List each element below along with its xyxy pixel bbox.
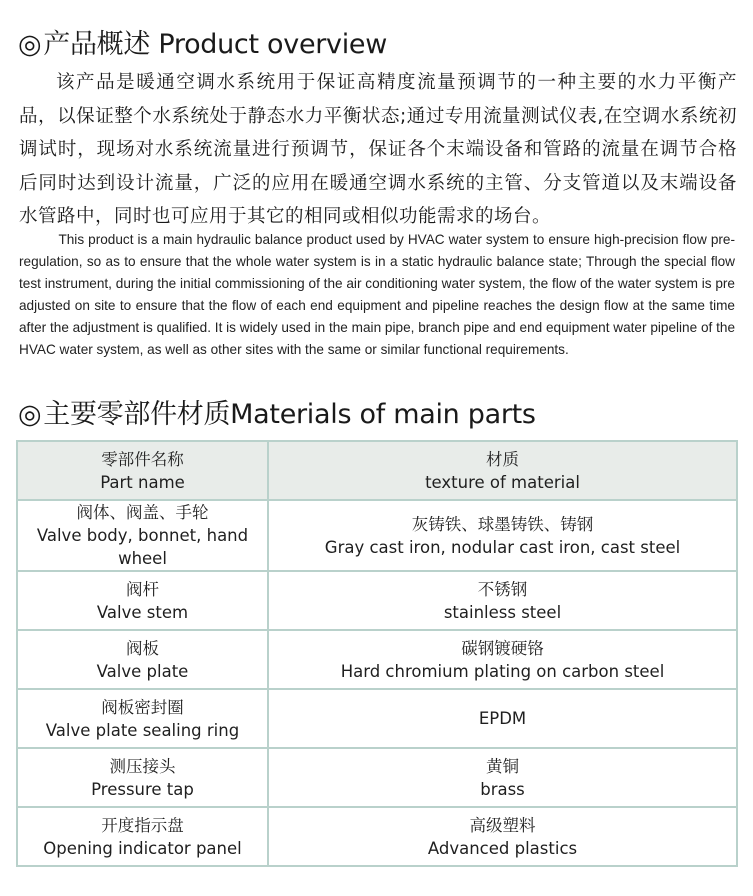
material-en: brass [480, 779, 525, 799]
part-en: Opening indicator panel [43, 838, 242, 858]
material-en: Hard chromium plating on carbon steel [340, 661, 665, 681]
material-cn: 灰铸铁、球墨铸铁、铸钢 [411, 514, 594, 534]
part-cn: 阀板密封圈 [101, 697, 184, 717]
material-en: EPDM [478, 709, 527, 728]
part-en: Pressure tap [91, 779, 194, 799]
table-row [17, 630, 737, 689]
overview-title-text: 产品概述 Product overview [43, 29, 388, 60]
header-part-en: Part name [100, 472, 185, 492]
part-cell [17, 630, 268, 689]
table-row [17, 689, 737, 748]
materials-table [16, 440, 738, 867]
part-en: Valve plate [96, 661, 189, 681]
material-cell [268, 748, 737, 807]
part-cn: 阀体、阀盖、手轮 [76, 503, 209, 522]
material-en: Gray cast iron, nodular cast iron, cast steel [324, 537, 681, 557]
table-row [17, 500, 737, 571]
part-cell [17, 807, 268, 866]
part-cn: 开度指示盘 [101, 815, 184, 835]
overview-chinese-paragraph: 该产品是暖通空调水系统用于保证高精度流量预调节的一种主要的水力平衡产品，以保证整个水系统处于静态水力平衡状态;通过专用流量测试仪表,在空调水系统初调试时，现场对水系统流量进行预调节，保证各个末端设备和管路的流量在调节合格后同时达到设计流量，广泛的应用在暖通空调水系统的主管、分支管道以及末端设备水管路中，同时也可应用于其它的相同或相似功能需求的场台。 [19, 72, 737, 227]
header-material-en: texture of material [425, 472, 580, 492]
table-header-row [17, 441, 737, 500]
header-material [268, 441, 737, 500]
material-cn: 高级塑料 [469, 815, 536, 835]
part-cell [17, 748, 268, 807]
part-cell [17, 571, 268, 630]
circle-mark-icon: ◎ [18, 29, 42, 60]
header-part-name [17, 441, 268, 500]
part-en: Valve stem [96, 602, 189, 622]
material-cn: 碳钢镀硬铬 [461, 638, 544, 658]
part-cell [17, 689, 268, 748]
material-cn: 黄铜 [486, 756, 519, 776]
overview-title [18, 22, 387, 61]
part-en: Valve plate sealing ring [45, 720, 240, 740]
overview-english-paragraph: This product is a main hydraulic balance product used by HVAC water system to ensure high-precision flow pre-regulation, so as to ensure that the whole water system is in a static hydraulic balance state; Through the special flow test instrument, during the initial commissioning of the air conditioning water system, the flow of the water system is pre adjusted on site to ensure that the flow of each end equipment and pipeline reaches the design flow at the same time after the adjustment is qualified. It is widely used in the main pipe, branch pipe and end equipment water pipeline of the HVAC water system, as well as other sites with the same or similar functional requirements. [19, 232, 735, 357]
table-row [17, 748, 737, 807]
material-cell [268, 689, 737, 748]
circle-mark-icon: ◎ [18, 399, 42, 430]
material-en: Advanced plastics [427, 838, 578, 858]
part-cn: 阀板 [126, 638, 159, 658]
material-en: stainless steel [443, 602, 562, 622]
material-cell [268, 500, 737, 571]
materials-title [18, 392, 536, 431]
material-cell [268, 630, 737, 689]
table-row [17, 571, 737, 630]
part-cn: 测压接头 [109, 756, 176, 776]
materials-title-text: 主要零部件材质Materials of main parts [43, 399, 536, 430]
material-cell [268, 807, 737, 866]
header-part-cn: 零部件名称 [101, 449, 184, 469]
part-cn: 阀杆 [126, 579, 159, 599]
part-en: Valve body, bonnet, hand wheel [36, 526, 249, 568]
material-cn: 不锈钢 [477, 579, 528, 599]
part-cell [17, 500, 268, 571]
material-cell [268, 571, 737, 630]
header-material-cn: 材质 [486, 449, 519, 469]
table-row [17, 807, 737, 866]
